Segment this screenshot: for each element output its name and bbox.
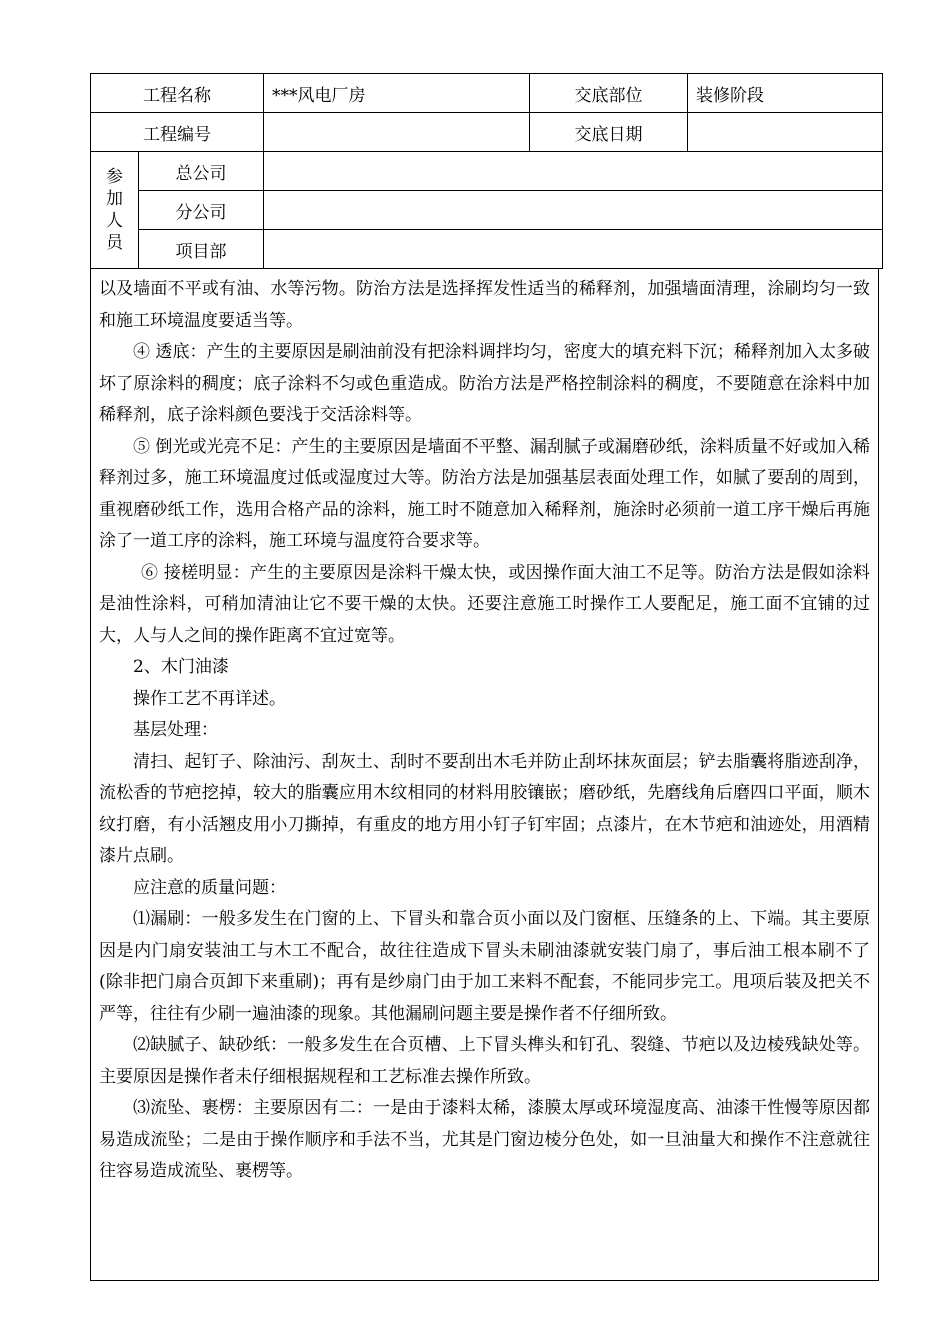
participant-row — [91, 152, 883, 191]
disclosure-part-label: 交底部位 — [530, 74, 688, 113]
participants-label: 参 加 人 员 — [91, 152, 139, 269]
header-table — [90, 73, 883, 269]
project-no-row — [91, 113, 883, 152]
subheading: 应注意的质量问题： — [133, 877, 286, 898]
project-name-value: ***风电厂房 — [264, 74, 530, 113]
project-name-label: 工程名称 — [91, 74, 264, 113]
paragraph: 操作工艺不再详述。 — [133, 688, 286, 709]
paragraph: ⑴漏刷：一般多发生在门窗的上、下冒头和靠合页小面以及门窗框、压缝条的上、下端。其主要原因是内门扇安装油工与木工不配合，故往往造成下冒头未刷油漆就安装门扇了，事后油工根本刷不了(除非把门扇合页卸下来重刷)；再有是纱扇门由于加工来料不配套，不能同步完工。甩项后装及把关不严等，往往有少刷一遍油漆的现象。其他漏刷问题主要是操作者不仔细所致。 — [99, 909, 870, 1024]
subheading: 基层处理： — [133, 720, 218, 740]
paragraph: ⑵缺腻子、缺砂纸：一般多发生在合页槽、上下冒头榫头和钉孔、裂缝、节疤以及边棱残缺处等。主要原因是操作者未仔细根据规程和工艺标准去操作所致。 — [99, 1035, 870, 1087]
project-name-row — [91, 74, 883, 113]
disclosure-part-value: 装修阶段 — [688, 74, 883, 113]
paragraph: ⑥ 接槎明显：产生的主要原因是涂料干燥太快，或因操作面大油工不足等。防治方法是假如涂料是油性涂料，可稍加清油让它不要干燥的太快。还要注意施工时操作工人要配足，施工面不宜铺的过大，人与人之间的操作距离不宜过宽等。 — [99, 562, 870, 646]
disclosure-date-value — [688, 113, 883, 152]
participant-value — [264, 230, 883, 269]
section-heading: 2、木门油漆 — [133, 657, 229, 677]
participant-value — [264, 152, 883, 191]
participant-label: 项目部 — [139, 230, 264, 269]
participant-label: 总公司 — [139, 152, 264, 191]
participant-row — [91, 230, 883, 269]
project-no-label: 工程编号 — [91, 113, 264, 152]
paragraph: 以及墙面不平或有油、水等污物。防治方法是选择挥发性适当的稀释剂，加强墙面清理，涂刷均匀一致和施工环境温度要适当等。 — [99, 279, 870, 331]
disclosure-sheet — [90, 73, 882, 1281]
paragraph: 清扫、起钉子、除油污、刮灰土、刮时不要刮出木毛并防止刮坏抹灰面层；铲去脂囊将脂迹刮净，流松香的节疤挖掉，较大的脂囊应用木纹相同的材料用胶镶嵌；磨砂纸，先磨线角后磨四口平面，顺木纹打磨，有小活翘皮用小刀撕掉，有重皮的地方用小钉子钉牢固；点漆片，在木节疤和油迹处，用酒精漆片点刷。 — [99, 751, 870, 866]
paragraph: ⑶流坠、裹楞：主要原因有二：一是由于漆料太稀，漆膜太厚或环境湿度高、油漆干性慢等原因都易造成流坠；二是由于操作顺序和手法不当，尤其是门窗边棱分色处，如一旦油量大和操作不注意就往往容易造成流坠、裹楞等。 — [99, 1098, 870, 1181]
paragraph: ⑤ 倒光或光亮不足：产生的主要原因是墙面不平整、漏刮腻子或漏磨砂纸，涂料质量不好或加入稀释剂过多，施工环境温度过低或湿度过大等。防治方法是加强基层表面处理工作，如腻了要刮的周到，重视磨砂纸工作，选用合格产品的涂料，施工时不随意加入稀释剂，施涂时必须前一道工序干燥后再施涂了一道工序的涂料，施工环境与温度符合要求等。 — [99, 436, 870, 551]
participant-value — [264, 191, 883, 230]
paragraph: ④ 透底：产生的主要原因是刷油前没有把涂料调拌均匀，密度大的填充料下沉；稀释剂加入太多破坏了原涂料的稠度；底子涂料不匀或色重造成。防治方法是严格控制涂料的稠度，不要随意在涂料中加稀释剂，底子涂料颜色要浅于交活涂料等。 — [99, 342, 870, 425]
disclosure-content — [90, 269, 879, 1281]
disclosure-date-label: 交底日期 — [530, 113, 688, 152]
participant-row — [91, 191, 883, 230]
project-no-value — [264, 113, 530, 152]
participant-label: 分公司 — [139, 191, 264, 230]
